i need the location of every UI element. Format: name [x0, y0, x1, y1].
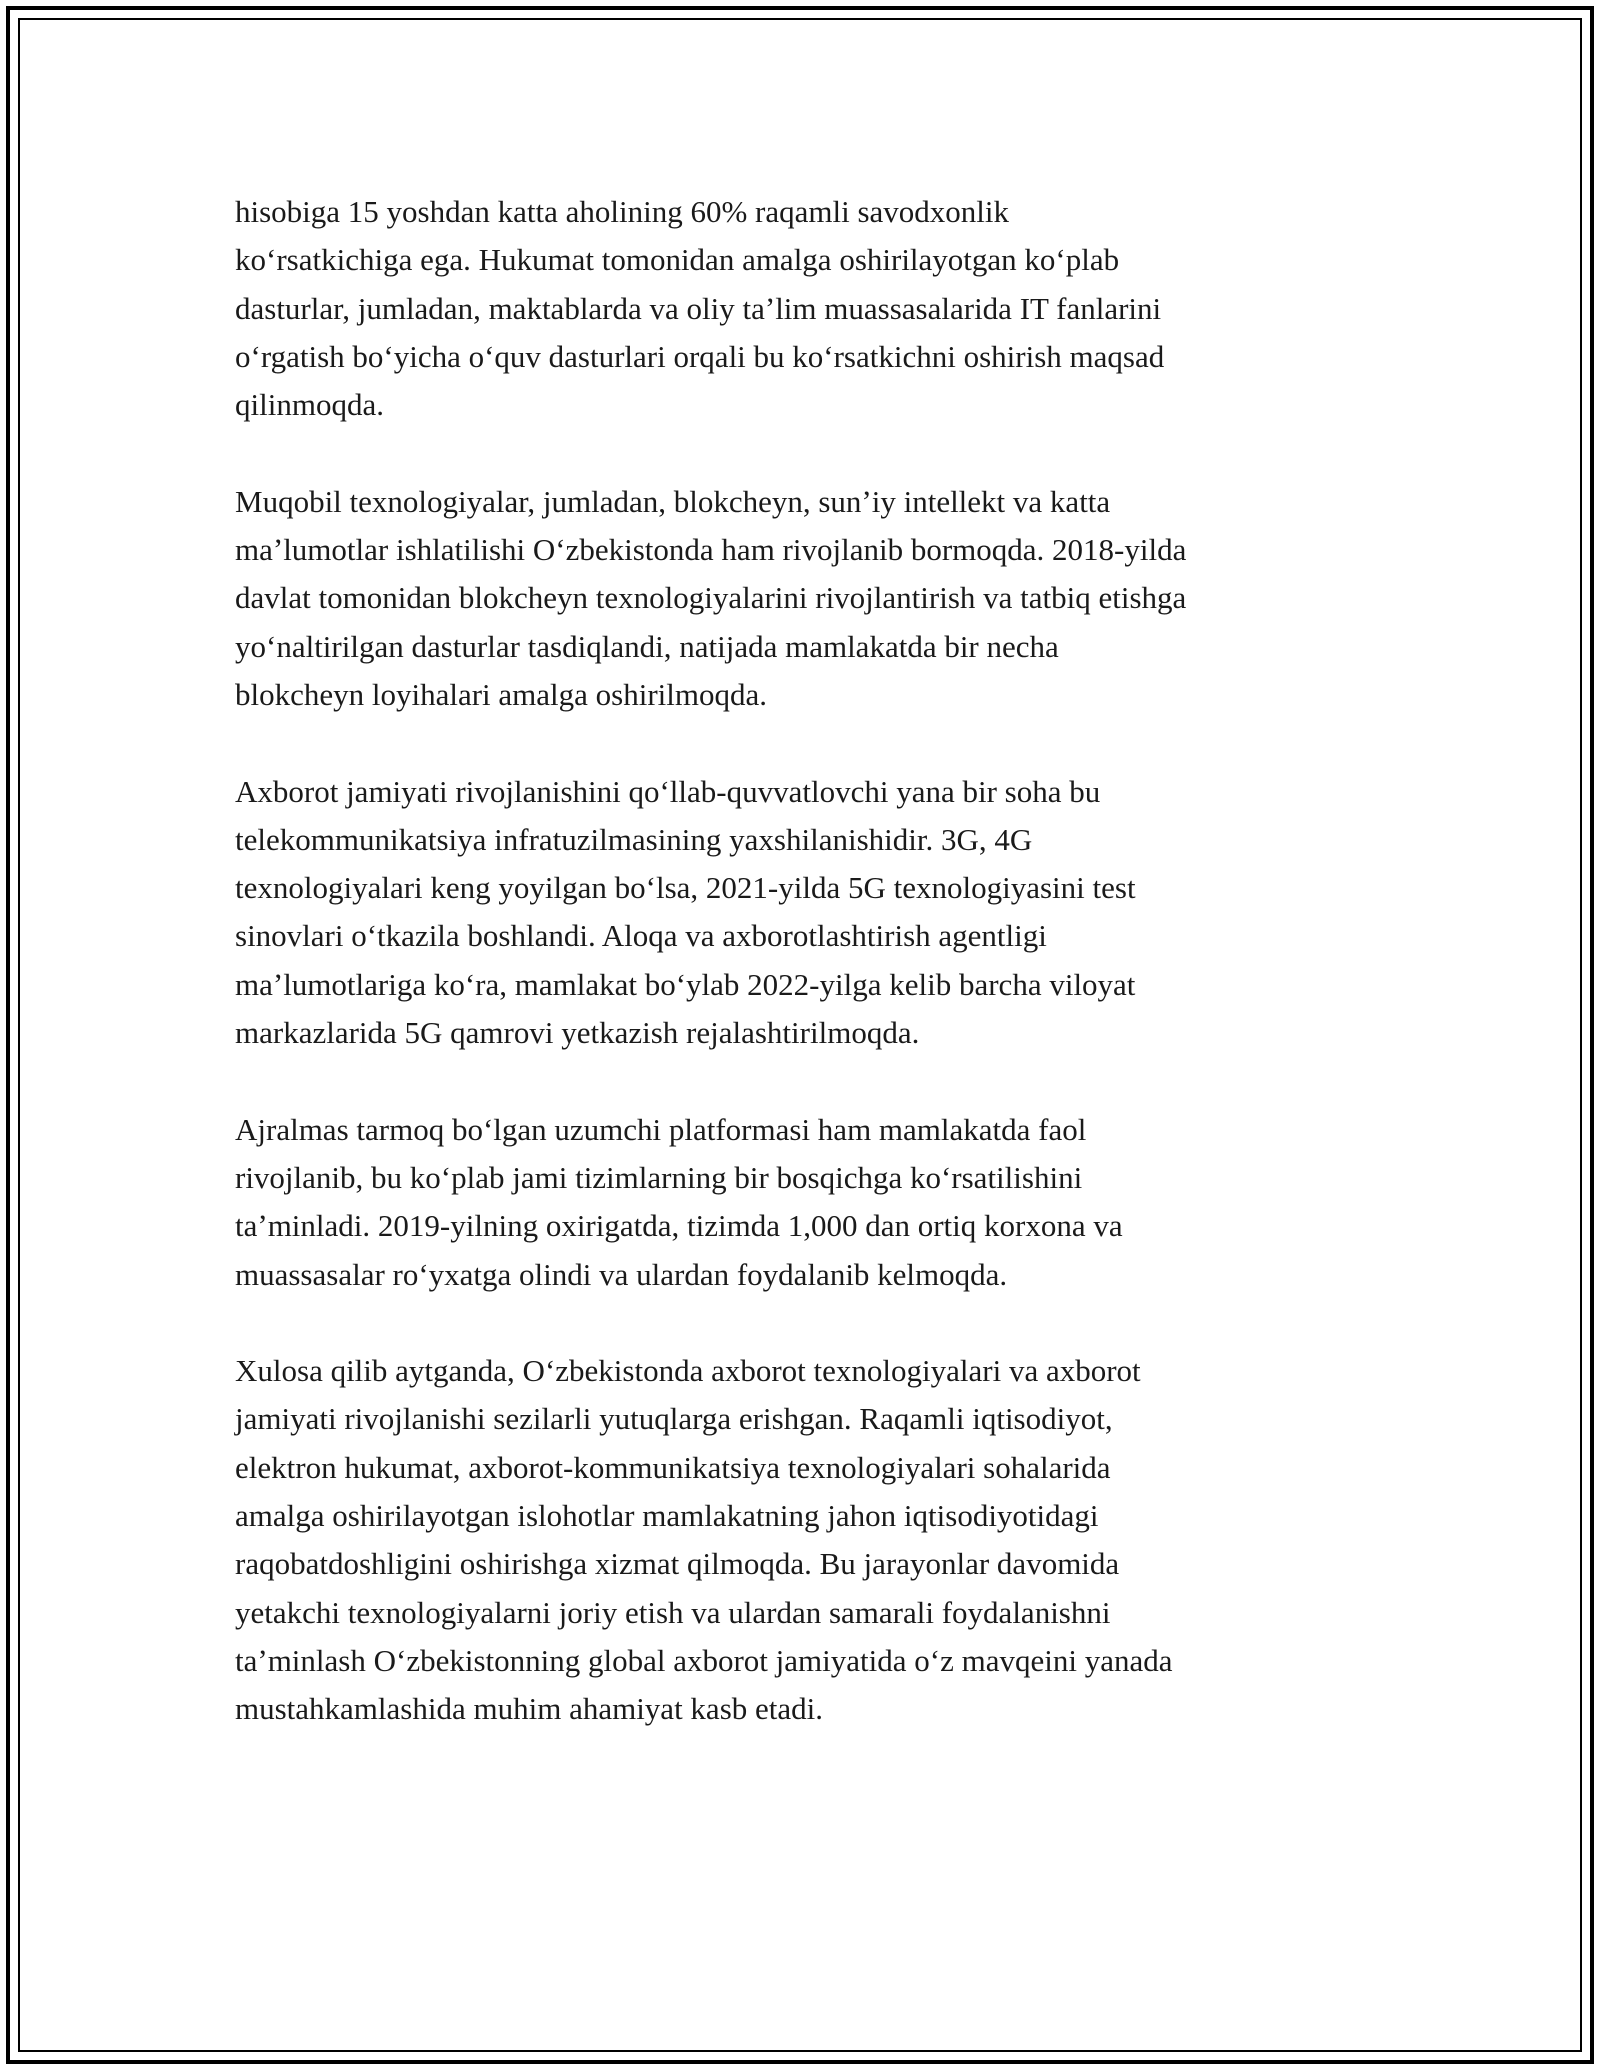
paragraph-platform: Ajralmas tarmoq boʻlgan uzumchi platformasi ham mamlakatda faol rivojlanib, bu koʻplab jami tizimlarning bir bosqichga koʻrsatilishini taʼminladi. 2019-yilning oxirigatda, tizimda 1,000 dan ortiq korxona va muassasalar roʻyxatga olindi va ulardan foydalanib kelmoqda. — [235, 1111, 1123, 1292]
document-body — [235, 188, 1375, 1782]
paragraph-conclusion: Xulosa qilib aytganda, Oʻzbekistonda axborot texnologiyalari va axborot jamiyati rivojlanishi sezilarli yutuqlarga erishgan. Raqamli iqtisodiyot, elektron hukumat, axborot-kommunikatsiya texnologiyalari sohalarida amalga oshirilayotgan islohotlar mamlakatning jahon iqtisodiyotidagi raqobatdoshligini oshirishga xizmat qilmoqda. Bu jarayonlar davomida yetakchi texnologiyalarni joriy etish va ulardan samarali foydalanishni taʼminlash Oʻzbekistonning global axborot jamiyatida oʻz mavqeini yanada mustahkamlashida muhim ahamiyat kasb etadi. — [235, 1353, 1173, 1727]
paragraph-alternative-technologies: Muqobil texnologiyalar, jumladan, blokcheyn, sunʼiy intellekt va katta maʼlumotlar ishlatilishi Oʻzbekistonda ham rivojlanib bormoqda. 2018-yilda davlat tomonidan blokcheyn texnologiyalarini rivojlantirish va tatbiq etishga yoʻnaltirilgan dasturlar tasdiqlandi, natijada mamlakatda bir necha blokcheyn loyihalari amalga oshirilmoqda. — [235, 483, 1187, 712]
paragraph-digital-literacy: hisobiga 15 yoshdan katta aholining 60% raqamli savodxonlik koʻrsatkichiga ega. Hukumat tomonidan amalga oshirilayotgan koʻplab dasturlar, jumladan, maktablarda va oliy taʼlim muassasalarida IT fanlarini oʻrgatish boʻyicha oʻquv dasturlari orqali bu koʻrsatkichni oshirish maqsad qilinmoqda. — [235, 194, 1165, 423]
paragraph-telecommunications: Axborot jamiyati rivojlanishini qoʻllab-quvvatlovchi yana bir soha bu telekommunikatsiya infratuzilmasining yaxshilanishidir. 3G, 4G texnologiyalari keng yoyilgan boʻlsa, 2021-yilda 5G texnologiyasini test sinovlari oʻtkazila boshlandi. Aloqa va axborotlashtirish agentligi maʼlumotlariga koʻra, mamlakat boʻylab 2022-yilga kelib barcha viloyat markazlarida 5G qamrovi yetkazish rejalashtirilmoqda. — [235, 773, 1136, 1051]
